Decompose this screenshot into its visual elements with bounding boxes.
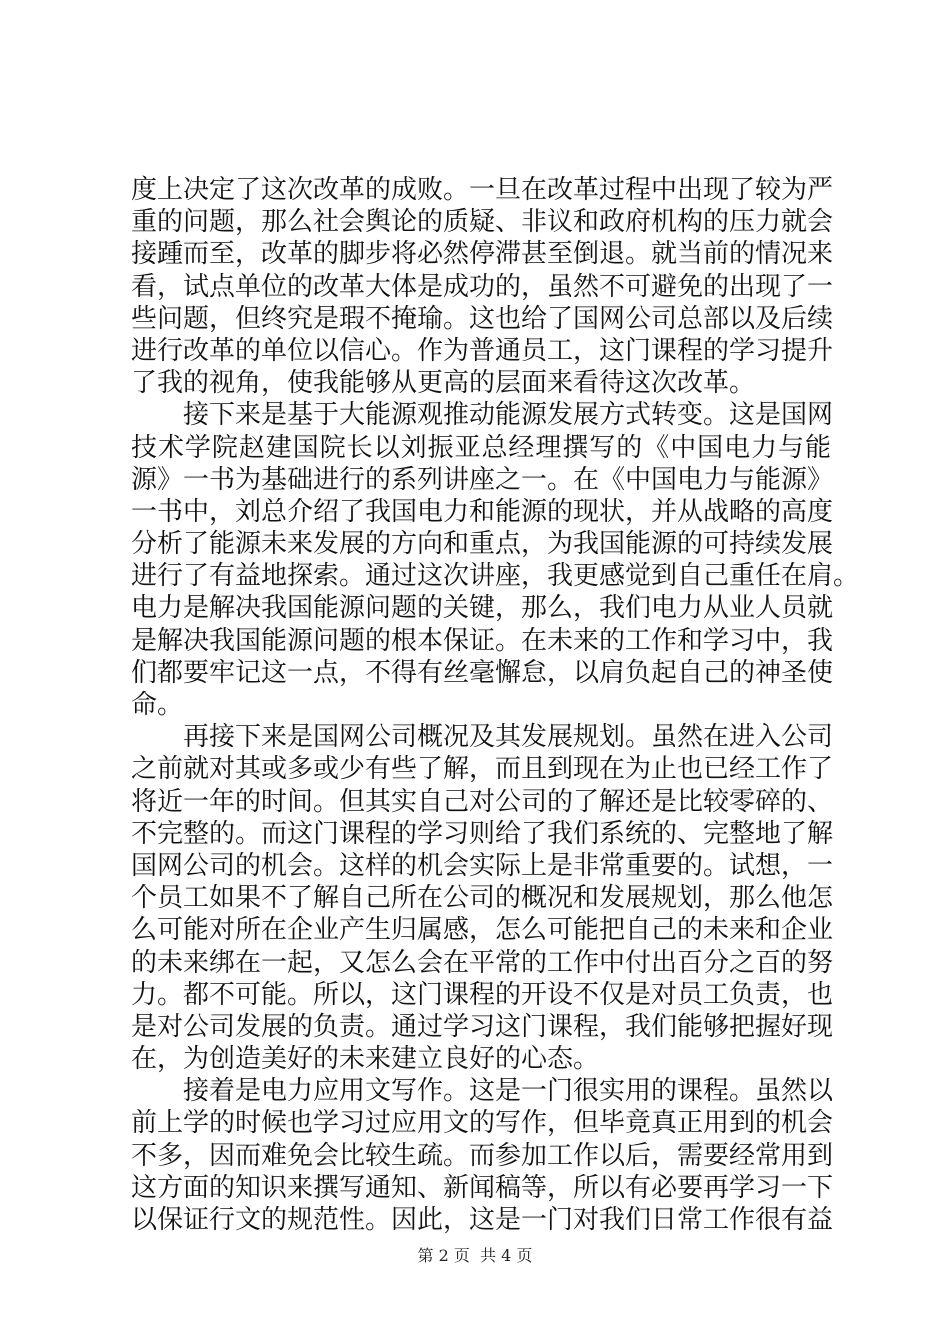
text-line: 么可能对所在企业产生归属感，怎么可能把自己的未来和企业 — [131, 915, 834, 946]
text-line: 电力是解决我国能源问题的关键，那么，我们电力从业人员就 — [131, 593, 834, 624]
text-line: 进行了有益地探索。通过这次讲座，我更感觉到自己重任在肩。 — [131, 561, 860, 592]
document-body — [131, 174, 860, 1236]
page-number-footer: 第 2 页 共 4 页 — [417, 1246, 533, 1265]
text-line: 在，为创造美好的未来建立良好的心态。 — [131, 1044, 600, 1075]
text-line: 是解决我国能源问题的根本保证。在未来的工作和学习中，我 — [131, 625, 834, 656]
paragraph-first-line: 接着是电力应用文写作。这是一门很实用的课程。虽然以 — [183, 1076, 834, 1107]
text-line: 了我的视角，使我能够从更高的层面来看待这次改革。 — [131, 368, 756, 399]
text-line: 分析了能源未来发展的方向和重点，为我国能源的可持续发展 — [131, 529, 834, 560]
text-line: 是对公司发展的负责。通过学习这门课程，我们能够把握好现 — [131, 1011, 834, 1042]
text-line: 们都要牢记这一点，不得有丝毫懈怠，以肩负起自己的神圣使 — [131, 657, 834, 688]
text-line: 国网公司的机会。这样的机会实际上是非常重要的。试想，一 — [131, 850, 834, 881]
paragraph-first-line: 再接下来是国网公司概况及其发展规划。虽然在进入公司 — [183, 722, 834, 753]
text-line: 力。都不可能。所以，这门课程的开设不仅是对员工负责，也 — [131, 979, 834, 1010]
text-line: 个员工如果不了解自己所在公司的概况和发展规划，那么他怎 — [131, 883, 834, 914]
text-line: 接踵而至，改革的脚步将必然停滞甚至倒退。就当前的情况来 — [131, 239, 834, 270]
text-line: 命。 — [131, 690, 184, 720]
text-line: 以保证行文的规范性。因此，这是一门对我们日常工作很有益 — [131, 1205, 834, 1235]
text-line: 前上学的时候也学习过应用文的写作，但毕竟真正用到的机会 — [131, 1108, 834, 1139]
text-line: 度上决定了这次改革的成败。一旦在改革过程中出现了较为严 — [131, 175, 834, 205]
text-line: 一书中，刘总介绍了我国电力和能源的现状，并从战略的高度 — [131, 496, 834, 527]
text-line: 将近一年的时间。但其实自己对公司的了解还是比较零碎的、 — [131, 786, 834, 817]
text-line: 不多，因而难免会比较生疏。而参加工作以后，需要经常用到 — [131, 1140, 834, 1171]
text-line: 看，试点单位的改革大体是成功的，虽然不可避免的出现了一 — [131, 271, 834, 302]
text-line: 进行改革的单位以信心。作为普通员工，这门课程的学习提升 — [131, 335, 834, 366]
text-line: 些问题，但终究是瑕不掩瑜。这也给了国网公司总部以及后续 — [131, 303, 834, 334]
text-line: 源》一书为基础进行的系列讲座之一。在《中国电力与能源》 — [131, 464, 834, 495]
text-line: 重的问题，那么社会舆论的质疑、非议和政府机构的压力就会 — [131, 207, 834, 238]
text-line: 的未来绑在一起，又怎么会在平常的工作中付出百分之百的努 — [131, 947, 834, 978]
text-line: 技术学院赵建国院长以刘振亚总经理撰写的《中国电力与能 — [131, 432, 831, 463]
paragraph-first-line: 接下来是基于大能源观推动能源发展方式转变。这是国网 — [183, 400, 834, 431]
text-line: 这方面的知识来撰写通知、新闻稿等，所以有必要再学习一下 — [131, 1172, 834, 1203]
text-line: 不完整的。而这门课程的学习则给了我们系统的、完整地了解 — [131, 818, 834, 849]
text-line: 之前就对其或多或少有些了解，而且到现在为止也已经工作了 — [131, 754, 834, 785]
